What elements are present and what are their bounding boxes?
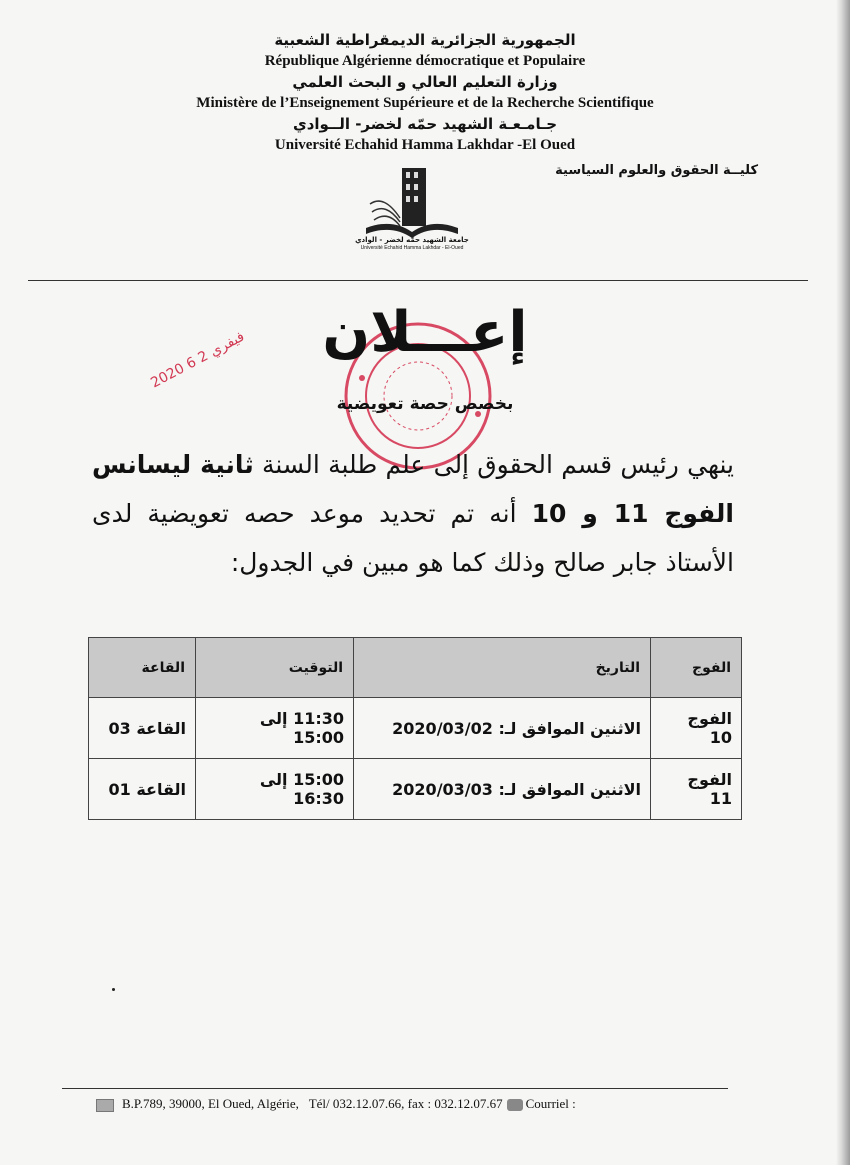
- logo-caption-ar: جامعة الشهيد حمّه لخضر - الوادي: [355, 236, 469, 244]
- notice-subtitle: بخصص حصة تعويضية: [336, 394, 514, 414]
- header-divider: [28, 280, 808, 281]
- table-row: [89, 759, 742, 820]
- phone-icon: [507, 1099, 523, 1111]
- header-group: الفوج: [651, 638, 742, 698]
- table-header-row: [89, 638, 742, 698]
- ministry-fr: Ministère de l’Enseignement Supérieure et de la Recherche Scientifique: [196, 95, 654, 111]
- footer-email-label: Courriel :: [525, 1096, 576, 1111]
- cell-date: الاثنين الموافق لـ: 2020/03/02: [354, 698, 651, 759]
- cell-time: 11:30 إلى 15:00: [196, 698, 354, 759]
- stray-dot: [112, 988, 115, 991]
- header-date: التاريخ: [354, 638, 651, 698]
- republic-ar: الجمهورية الجزائرية الديمقراطية الشعبية: [274, 31, 576, 49]
- cell-group: الفوج 11: [651, 759, 742, 820]
- university-ar: جـامـعـة الشهيد حمّه لخضر- الــوادي: [292, 115, 558, 133]
- footer-address: B.P.789, 39000, El Oued, Algérie,: [122, 1096, 299, 1111]
- header-time: التوقيت: [196, 638, 354, 698]
- footer-phone: Tél/ 032.12.07.66, fax : 032.12.07.67: [308, 1096, 503, 1111]
- faculty-name: كليــة الحقوق والعلوم السياسية: [555, 163, 758, 178]
- page-edge-shadow: [836, 0, 850, 1165]
- body-text-bold: ثانية ليسانس الفوج 11 و 10: [92, 450, 734, 528]
- logo-caption-fr: Université Echahid Hamma Lakhdar - El-Oued: [360, 245, 464, 251]
- body-text-2: أنه تم تحديد موعد حصه تعويضية لدى الأستاذ جابر صالح وذلك كما هو مبين في الجدول:: [92, 499, 734, 577]
- university-fr: Université Echahid Hamma Lakhdar -El Oued: [274, 137, 576, 153]
- cell-group: الفوج 10: [651, 698, 742, 759]
- notice-body: [92, 440, 734, 587]
- stamp-date: 2020 فيفري 2 6: [148, 328, 248, 392]
- header-room: القاعة: [89, 638, 196, 698]
- envelope-icon: [96, 1099, 114, 1112]
- republic-fr: République Algérienne démocratique et Populaire: [264, 53, 586, 69]
- footer-divider: [62, 1088, 728, 1089]
- footer: [96, 1096, 576, 1112]
- cell-time: 15:00 إلى 16:30: [196, 759, 354, 820]
- cell-date: الاثنين الموافق لـ: 2020/03/03: [354, 759, 651, 820]
- table-row: [89, 698, 742, 759]
- ministry-ar: وزارة التعليم العالي و البحث العلمي: [292, 73, 558, 91]
- notice-title: إعـــلان: [322, 300, 528, 365]
- cell-room: القاعة 03: [89, 698, 196, 759]
- body-text-1: ينهي رئيس قسم الحقوق إلى علم طلبة السنة: [253, 450, 734, 479]
- schedule-table: [88, 637, 742, 820]
- cell-room: القاعة 01: [89, 759, 196, 820]
